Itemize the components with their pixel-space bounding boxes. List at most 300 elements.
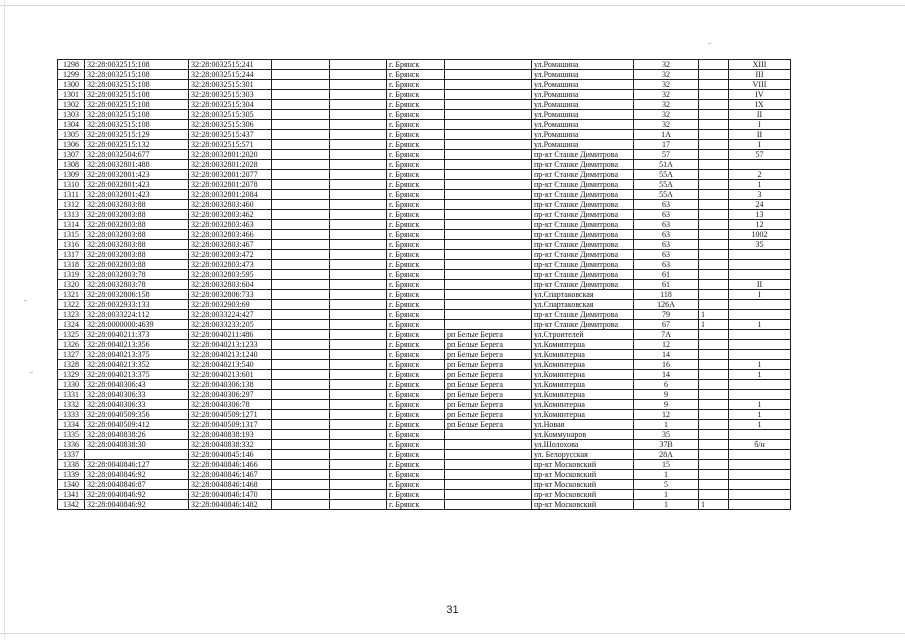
cell-house-number: 63 <box>634 240 699 250</box>
table-row <box>58 480 791 490</box>
table-row <box>58 240 791 250</box>
cell-street: ул.Новая <box>532 420 634 430</box>
cell-settlement <box>445 90 532 100</box>
cell-empty-col-a <box>272 150 330 160</box>
table-row <box>58 340 791 350</box>
cell-empty-col-a <box>272 160 330 170</box>
cell-apartment <box>729 270 791 280</box>
cell-land-cadastral-number: 32:28:0032515:108 <box>85 60 189 70</box>
cell-settlement <box>445 480 532 490</box>
cell-row-number: 1324 <box>58 320 85 330</box>
cell-land-cadastral-number: 32:28:0032515:129 <box>85 130 189 140</box>
cell-empty-col-b <box>330 240 387 250</box>
cell-row-number: 1311 <box>58 190 85 200</box>
cell-city: г. Брянск <box>387 350 445 360</box>
cell-empty-col-b <box>330 130 387 140</box>
cell-row-number: 1317 <box>58 250 85 260</box>
table-row <box>58 290 791 300</box>
cell-city: г. Брянск <box>387 420 445 430</box>
cell-house-number: 63 <box>634 250 699 260</box>
cell-empty-col-b <box>330 190 387 200</box>
cell-city: г. Брянск <box>387 250 445 260</box>
cell-street: ул.Коминтерна <box>532 350 634 360</box>
cell-object-cadastral-number: 32:28:0032803:473 <box>189 260 272 270</box>
cell-flag <box>699 470 729 480</box>
table-row <box>58 200 791 210</box>
cell-empty-col-a <box>272 330 330 340</box>
cell-city: г. Брянск <box>387 410 445 420</box>
cell-empty-col-a <box>272 380 330 390</box>
cell-land-cadastral-number: 32:28:0032504:677 <box>85 150 189 160</box>
cell-land-cadastral-number: 32:28:0040306:33 <box>85 390 189 400</box>
cell-empty-col-a <box>272 170 330 180</box>
cell-empty-col-b <box>330 430 387 440</box>
cell-house-number: 1 <box>634 500 699 510</box>
cell-city: г. Брянск <box>387 340 445 350</box>
cell-flag <box>699 100 729 110</box>
cell-object-cadastral-number: 32:28:0040213:1240 <box>189 350 272 360</box>
cell-empty-col-b <box>330 80 387 90</box>
cell-street: ул.Коминтерна <box>532 390 634 400</box>
table-row <box>58 300 791 310</box>
cell-apartment <box>729 300 791 310</box>
cell-empty-col-b <box>330 330 387 340</box>
cell-house-number: 9 <box>634 400 699 410</box>
cell-empty-col-a <box>272 190 330 200</box>
cell-city: г. Брянск <box>387 230 445 240</box>
cell-land-cadastral-number: 32:28:0032515:108 <box>85 120 189 130</box>
cell-empty-col-b <box>330 260 387 270</box>
cell-row-number: 1310 <box>58 180 85 190</box>
cell-flag <box>699 260 729 270</box>
cell-land-cadastral-number: 32:28:0040509:412 <box>85 420 189 430</box>
cell-street: пр-кт Московский <box>532 500 634 510</box>
cell-empty-col-b <box>330 90 387 100</box>
cell-apartment <box>729 380 791 390</box>
cell-house-number: 57 <box>634 150 699 160</box>
cell-city: г. Брянск <box>387 110 445 120</box>
cell-object-cadastral-number: 32:28:0032515:305 <box>189 110 272 120</box>
cell-city: г. Брянск <box>387 280 445 290</box>
cell-row-number: 1300 <box>58 80 85 90</box>
table-row <box>58 70 791 80</box>
cell-street: пр-кт Станке Димитрова <box>532 160 634 170</box>
cell-object-cadastral-number: 32:28:0033224:427 <box>189 310 272 320</box>
cell-flag <box>699 480 729 490</box>
cell-empty-col-a <box>272 260 330 270</box>
cell-row-number: 1299 <box>58 70 85 80</box>
cell-city: г. Брянск <box>387 500 445 510</box>
cell-city: г. Брянск <box>387 220 445 230</box>
cell-land-cadastral-number: 32:28:0032803:78 <box>85 270 189 280</box>
cell-settlement <box>445 470 532 480</box>
cell-street: пр-кт Станке Димитрова <box>532 220 634 230</box>
cell-land-cadastral-number: 32:28:0040838:26 <box>85 430 189 440</box>
cell-flag <box>699 160 729 170</box>
cell-house-number: 32 <box>634 80 699 90</box>
cell-row-number: 1315 <box>58 230 85 240</box>
cell-empty-col-a <box>272 270 330 280</box>
cell-row-number: 1301 <box>58 90 85 100</box>
cell-object-cadastral-number: 32:28:0032803:463 <box>189 220 272 230</box>
cell-empty-col-a <box>272 110 330 120</box>
cell-flag <box>699 440 729 450</box>
cell-street: ул.Коминтерна <box>532 340 634 350</box>
cell-apartment: 1 <box>729 360 791 370</box>
cell-settlement <box>445 150 532 160</box>
cell-apartment: 12 <box>729 220 791 230</box>
cell-city: г. Брянск <box>387 240 445 250</box>
cell-empty-col-b <box>330 150 387 160</box>
cell-settlement <box>445 490 532 500</box>
cell-empty-col-a <box>272 70 330 80</box>
cell-city: г. Брянск <box>387 190 445 200</box>
cell-empty-col-b <box>330 220 387 230</box>
cell-row-number: 1322 <box>58 300 85 310</box>
cell-empty-col-a <box>272 220 330 230</box>
cell-city: г. Брянск <box>387 140 445 150</box>
table-row <box>58 80 791 90</box>
cell-city: г. Брянск <box>387 320 445 330</box>
cell-object-cadastral-number: 32:28:0040306:138 <box>189 380 272 390</box>
cell-settlement <box>445 130 532 140</box>
cell-house-number: 67 <box>634 320 699 330</box>
cell-street: пр-кт Московский <box>532 480 634 490</box>
cell-house-number: 32 <box>634 90 699 100</box>
cell-object-cadastral-number: 32:28:0040846:1466 <box>189 460 272 470</box>
cell-settlement: рп Белые Берега <box>445 350 532 360</box>
cell-land-cadastral-number: 32:28:0032515:108 <box>85 90 189 100</box>
cell-street: пр-кт Станке Димитрова <box>532 270 634 280</box>
table-row <box>58 430 791 440</box>
cell-object-cadastral-number: 32:28:0040838:332 <box>189 440 272 450</box>
cell-row-number: 1303 <box>58 110 85 120</box>
cell-empty-col-b <box>330 470 387 480</box>
cell-empty-col-a <box>272 340 330 350</box>
cell-apartment <box>729 260 791 270</box>
cell-empty-col-b <box>330 490 387 500</box>
cell-empty-col-b <box>330 460 387 470</box>
cell-land-cadastral-number: 32:28:0032803:88 <box>85 250 189 260</box>
cell-street: ул.Ромашина <box>532 70 634 80</box>
cell-row-number: 1312 <box>58 200 85 210</box>
cell-object-cadastral-number: 32:28:0032515:244 <box>189 70 272 80</box>
table-row <box>58 130 791 140</box>
cell-flag <box>699 490 729 500</box>
cell-house-number: 63 <box>634 210 699 220</box>
cell-house-number: 1 <box>634 420 699 430</box>
cell-empty-col-a <box>272 490 330 500</box>
cell-flag <box>699 180 729 190</box>
cell-land-cadastral-number: 32:28:0040213:356 <box>85 340 189 350</box>
cell-flag <box>699 110 729 120</box>
cell-apartment: 3 <box>729 190 791 200</box>
cell-settlement <box>445 250 532 260</box>
cell-flag <box>699 210 729 220</box>
cell-empty-col-b <box>330 350 387 360</box>
cell-street: ул.Ромашина <box>532 80 634 90</box>
cell-settlement <box>445 170 532 180</box>
cell-street: ул.Шолохова <box>532 440 634 450</box>
cell-house-number: 55А <box>634 170 699 180</box>
cell-object-cadastral-number: 32:28:0040211:486 <box>189 330 272 340</box>
cell-settlement <box>445 110 532 120</box>
cell-settlement <box>445 460 532 470</box>
cell-city: г. Брянск <box>387 390 445 400</box>
cell-empty-col-b <box>330 500 387 510</box>
cell-flag <box>699 460 729 470</box>
cell-street: пр-кт Станке Димитрова <box>532 190 634 200</box>
cell-street: ул.Коммунаров <box>532 430 634 440</box>
table-row <box>58 330 791 340</box>
cell-object-cadastral-number: 32:28:0032515:241 <box>189 60 272 70</box>
cell-object-cadastral-number: 32:28:0040845:146 <box>189 450 272 460</box>
cell-empty-col-b <box>330 370 387 380</box>
cell-street: пр-кт Станке Димитрова <box>532 320 634 330</box>
cell-street: пр-кт Московский <box>532 460 634 470</box>
table-row <box>58 110 791 120</box>
cell-empty-col-a <box>272 60 330 70</box>
cell-apartment: 24 <box>729 200 791 210</box>
table-row <box>58 60 791 70</box>
cell-street: ул.Ромашина <box>532 90 634 100</box>
cell-house-number: 28А <box>634 450 699 460</box>
cell-city: г. Брянск <box>387 330 445 340</box>
cell-object-cadastral-number: 32:28:0032515:306 <box>189 120 272 130</box>
cell-house-number: 35 <box>634 430 699 440</box>
cell-flag <box>699 410 729 420</box>
cell-apartment: II <box>729 110 791 120</box>
cell-settlement <box>445 210 532 220</box>
scan-speck <box>708 43 711 44</box>
table-row <box>58 440 791 450</box>
cell-settlement <box>445 320 532 330</box>
table-row <box>58 230 791 240</box>
cell-flag <box>699 250 729 260</box>
cell-house-number: 79 <box>634 310 699 320</box>
cell-street: пр-кт Станке Димитрова <box>532 240 634 250</box>
cell-house-number: 12 <box>634 340 699 350</box>
cell-city: г. Брянск <box>387 400 445 410</box>
table-row <box>58 350 791 360</box>
cell-street: ул.Коминтерна <box>532 400 634 410</box>
cell-empty-col-a <box>272 480 330 490</box>
cell-empty-col-a <box>272 460 330 470</box>
cell-empty-col-b <box>330 180 387 190</box>
cell-street: пр-кт Станке Димитрова <box>532 170 634 180</box>
cell-street: ул.Коминтерна <box>532 410 634 420</box>
cell-flag <box>699 370 729 380</box>
cell-settlement <box>445 290 532 300</box>
cell-house-number: 32 <box>634 70 699 80</box>
table-row <box>58 380 791 390</box>
cell-house-number: 32 <box>634 120 699 130</box>
cell-street: ул.Спартаковская <box>532 290 634 300</box>
cell-house-number: 32 <box>634 100 699 110</box>
cell-flag <box>699 290 729 300</box>
cell-row-number: 1313 <box>58 210 85 220</box>
cell-flag <box>699 140 729 150</box>
cell-city: г. Брянск <box>387 120 445 130</box>
cell-apartment <box>729 340 791 350</box>
table-row <box>58 410 791 420</box>
cell-object-cadastral-number: 32:28:0040213:540 <box>189 360 272 370</box>
cell-empty-col-b <box>330 210 387 220</box>
cell-flag <box>699 430 729 440</box>
cell-land-cadastral-number <box>85 450 189 460</box>
cell-flag <box>699 200 729 210</box>
cell-land-cadastral-number: 32:28:0040213:375 <box>85 350 189 360</box>
cell-house-number: 63 <box>634 260 699 270</box>
cell-object-cadastral-number: 32:28:0032803:604 <box>189 280 272 290</box>
cell-house-number: 51А <box>634 160 699 170</box>
cell-city: г. Брянск <box>387 310 445 320</box>
cell-apartment <box>729 310 791 320</box>
cell-empty-col-a <box>272 310 330 320</box>
table-row <box>58 470 791 480</box>
cell-empty-col-b <box>330 410 387 420</box>
cell-land-cadastral-number: 32:28:0032806:158 <box>85 290 189 300</box>
cell-city: г. Брянск <box>387 260 445 270</box>
cell-empty-col-a <box>272 280 330 290</box>
cell-empty-col-a <box>272 200 330 210</box>
cell-house-number: 1А <box>634 130 699 140</box>
cell-apartment: 1 <box>729 420 791 430</box>
cell-apartment <box>729 490 791 500</box>
cell-empty-col-a <box>272 350 330 360</box>
cell-row-number: 1304 <box>58 120 85 130</box>
cell-land-cadastral-number: 32:28:0032515:132 <box>85 140 189 150</box>
cell-object-cadastral-number: 32:28:0040509:1317 <box>189 420 272 430</box>
cell-row-number: 1337 <box>58 450 85 460</box>
cell-land-cadastral-number: 32:28:0040846:92 <box>85 470 189 480</box>
cell-settlement: рп Белые Берега <box>445 400 532 410</box>
cell-empty-col-b <box>330 450 387 460</box>
table-row <box>58 260 791 270</box>
cell-object-cadastral-number: 32:28:0032515:437 <box>189 130 272 140</box>
cell-flag <box>699 150 729 160</box>
cell-land-cadastral-number: 32:28:0032801:423 <box>85 180 189 190</box>
cell-settlement: рп Белые Берега <box>445 330 532 340</box>
cell-object-cadastral-number: 32:28:0032803:460 <box>189 200 272 210</box>
cell-empty-col-a <box>272 450 330 460</box>
cell-apartment <box>729 390 791 400</box>
cell-apartment: II <box>729 130 791 140</box>
cell-object-cadastral-number: 32:28:0032801:2078 <box>189 180 272 190</box>
cell-city: г. Брянск <box>387 180 445 190</box>
cell-street: пр-кт Станке Димитрова <box>532 230 634 240</box>
table-row <box>58 140 791 150</box>
cell-object-cadastral-number: 32:28:0032801:2077 <box>189 170 272 180</box>
cell-city: г. Брянск <box>387 70 445 80</box>
cell-land-cadastral-number: 32:28:0032801:488 <box>85 160 189 170</box>
cell-house-number: 1 <box>634 470 699 480</box>
cell-apartment: 1 <box>729 320 791 330</box>
cell-empty-col-a <box>272 90 330 100</box>
cell-row-number: 1321 <box>58 290 85 300</box>
cell-object-cadastral-number: 32:28:0032801:2020 <box>189 150 272 160</box>
cell-house-number: 55А <box>634 180 699 190</box>
cell-empty-col-a <box>272 250 330 260</box>
cell-row-number: 1325 <box>58 330 85 340</box>
cell-empty-col-a <box>272 400 330 410</box>
cell-city: г. Брянск <box>387 460 445 470</box>
cell-row-number: 1331 <box>58 390 85 400</box>
cell-apartment <box>729 470 791 480</box>
cell-empty-col-b <box>330 70 387 80</box>
cell-empty-col-a <box>272 500 330 510</box>
cell-empty-col-a <box>272 360 330 370</box>
cell-apartment <box>729 480 791 490</box>
cell-row-number: 1305 <box>58 130 85 140</box>
cell-settlement <box>445 100 532 110</box>
cell-city: г. Брянск <box>387 430 445 440</box>
cell-land-cadastral-number: 32:28:0032801:423 <box>85 170 189 180</box>
cell-house-number: 118 <box>634 290 699 300</box>
cell-row-number: 1328 <box>58 360 85 370</box>
cell-flag <box>699 80 729 90</box>
cell-settlement <box>445 190 532 200</box>
cell-object-cadastral-number: 32:28:0032803:466 <box>189 230 272 240</box>
cell-object-cadastral-number: 32:28:0032806:733 <box>189 290 272 300</box>
cell-land-cadastral-number: 32:28:0040846:92 <box>85 490 189 500</box>
cell-object-cadastral-number: 32:28:0032801:2028 <box>189 160 272 170</box>
table-row <box>58 320 791 330</box>
cell-object-cadastral-number: 32:28:0040213:601 <box>189 370 272 380</box>
cell-flag <box>699 220 729 230</box>
cell-row-number: 1341 <box>58 490 85 500</box>
cell-empty-col-a <box>272 420 330 430</box>
cell-settlement: рп Белые Берега <box>445 420 532 430</box>
cell-empty-col-a <box>272 230 330 240</box>
cell-empty-col-a <box>272 180 330 190</box>
cell-empty-col-b <box>330 440 387 450</box>
cell-object-cadastral-number: 32:28:0032801:2084 <box>189 190 272 200</box>
cell-settlement: рп Белые Берега <box>445 390 532 400</box>
cell-empty-col-b <box>330 380 387 390</box>
cell-flag <box>699 280 729 290</box>
cell-land-cadastral-number: 32:28:0040846:87 <box>85 480 189 490</box>
cell-empty-col-a <box>272 410 330 420</box>
cell-settlement <box>445 70 532 80</box>
cell-empty-col-a <box>272 470 330 480</box>
cell-settlement <box>445 310 532 320</box>
cell-empty-col-a <box>272 100 330 110</box>
cell-land-cadastral-number: 32:28:0032803:88 <box>85 240 189 250</box>
cell-empty-col-a <box>272 240 330 250</box>
cell-flag <box>699 450 729 460</box>
cell-land-cadastral-number: 32:28:0032803:88 <box>85 260 189 270</box>
cell-land-cadastral-number: 32:28:0040509:356 <box>85 410 189 420</box>
scan-speck <box>24 300 27 301</box>
cell-empty-col-a <box>272 390 330 400</box>
cell-settlement: рп Белые Берега <box>445 340 532 350</box>
cell-city: г. Брянск <box>387 210 445 220</box>
cell-city: г. Брянск <box>387 150 445 160</box>
cell-settlement <box>445 160 532 170</box>
cell-empty-col-b <box>330 340 387 350</box>
cell-settlement: рп Белые Берега <box>445 370 532 380</box>
table-row <box>58 160 791 170</box>
cell-land-cadastral-number: 32:28:0040846:127 <box>85 460 189 470</box>
cell-street: пр-кт Станке Димитрова <box>532 260 634 270</box>
cell-object-cadastral-number: 32:28:0040306:297 <box>189 390 272 400</box>
cell-empty-col-a <box>272 290 330 300</box>
cell-street: ул.Ромашина <box>532 60 634 70</box>
page-number: 31 <box>446 604 459 616</box>
cell-apartment: 57 <box>729 150 791 160</box>
cell-row-number: 1329 <box>58 370 85 380</box>
